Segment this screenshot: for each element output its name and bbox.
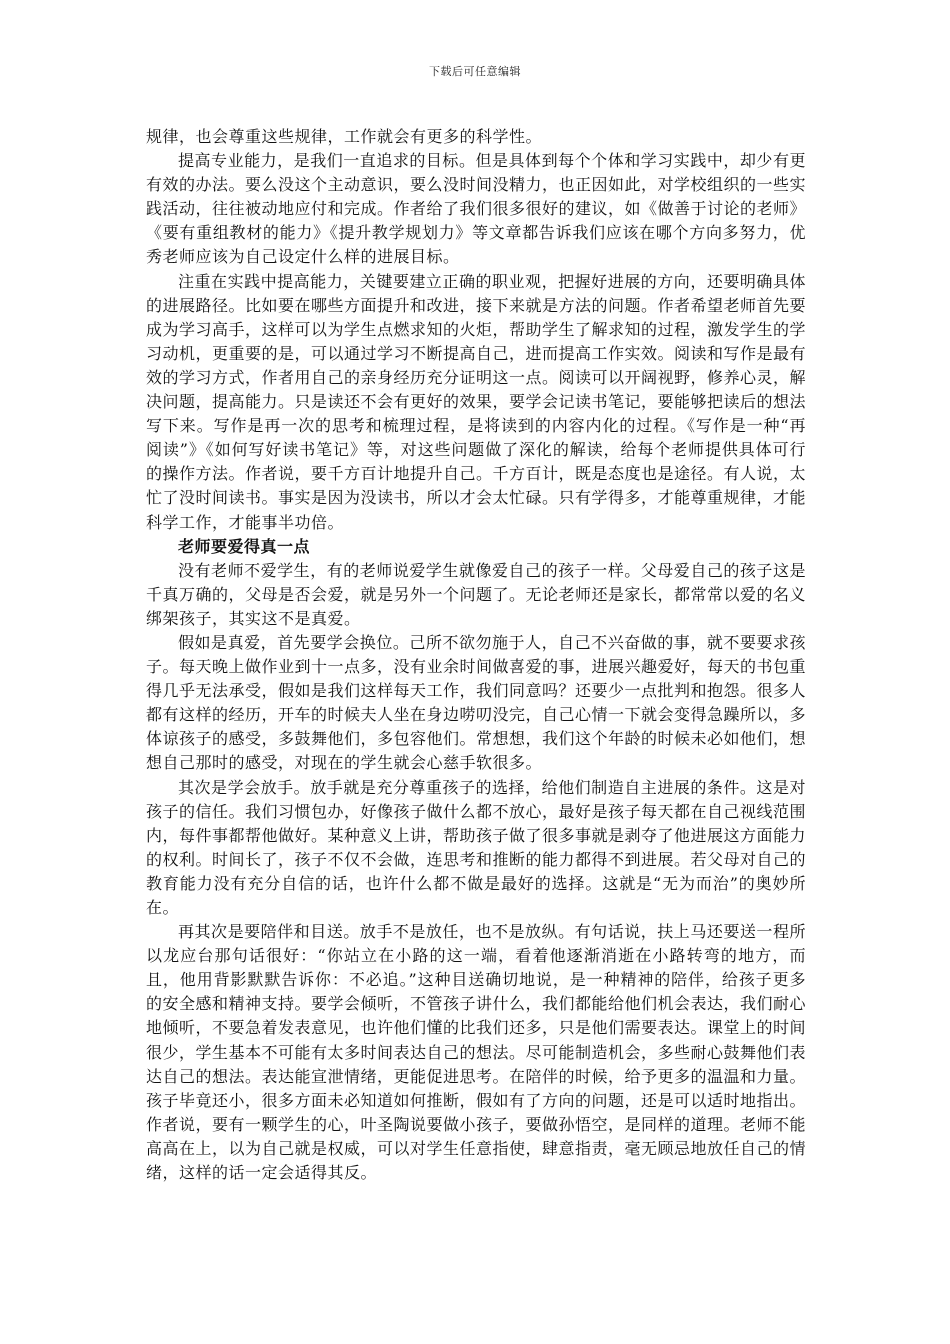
paragraph-empathy: 假如是真爱，首先要学会换位。己所不欲勿施于人，自己不兴奋做的事，就不要要求孩子。每天晚上做作业到十一点多，没有业余时间做喜爱的事，进展兴趣爱好，每天的书包重得几乎无法承受，假如是我们这样每天工作，我们同意吗？还要少一点批判和抱怨。很多人都有这样的经历，开车的时候夫人坐在身边唠叨没完，自己心情一下就会变得急躁所以，多体谅孩子的感受，多鼓舞他们，多包容他们。常想想，我们这个年龄的时候未必如他们，想想自己那时的感受，对现在的学生就会心慈手软很多。 (146, 632, 807, 773)
paragraph-practice: 注重在实践中提高能力，关键要建立正确的职业观，把握好进展的方向，还要明确具体的进展路径。比如要在哪些方面提升和改进，接下来就是方法的问题。作者希望老师首先要成为学习高手，这样可以为学生点燃求知的火炬，帮助学生了解求知的过程，激发学生的学习动机，更重要的是，可以通过学习不断提高自己，进而提高工作实效。阅读和写作是最有效的学习方式，作者用自己的亲身经历充分证明这一点。阅读可以开阔视野，修养心灵，解决问题，提高能力。只是读还不会有更好的效果，要学会记读书笔记，要能够把读后的想法写下来。写作是再一次的思考和梳理过程，是将读到的内容内化的过程。《写作是一种“再阅读”》《如何写好读书笔记》等，对这些问题做了深化的解读，给每个老师提供具体可行的操作方法。作者说，要千方百计地提升自己。千方百计，既是态度也是途径。有人说，太忙了没时间读书。事实是因为没读书，所以才会太忙碌。只有学得多，才能尊重规律，才能科学工作，才能事半功倍。 (146, 271, 807, 532)
paragraph-letting-go: 其次是学会放手。放手就是充分尊重孩子的选择，给他们制造自主进展的条件。这是对孩子的信任。我们习惯包办，好像孩子做什么都不放心，最好是孩子每天都在自己视线范围内，每件事都帮他做好。某种意义上讲，帮助孩子做了很多事就是剥夺了他进展这方面能力的权利。时间长了，孩子不仅不会做，连思考和推断的能力都得不到进展。若父母对自己的教育能力没有充分自信的话，也许什么都不做是最好的选择。这就是“无为而治”的奥妙所在。 (146, 777, 807, 917)
document-body (146, 125, 806, 1185)
section-heading: 老师要爱得真一点 (178, 536, 311, 556)
page-header-note: 下载后可任意编辑 (429, 65, 521, 78)
paragraph-continuation: 规律，也会尊重这些规律，工作就会有更多的科学性。 (146, 127, 543, 146)
paragraph-love-students: 没有老师不爱学生，有的老师说爱学生就像爱自己的孩子一样。父母爱自己的孩子这是千真万确的，父母是否会爱，就是另外一个问题了。无论老师还是家长，都常常以爱的名义绑架孩子，其实这不是真爱。 (146, 560, 807, 628)
paragraph-companionship: 再其次是要陪伴和目送。放手不是放任，也不是放纵。有句话说，扶上马还要送一程所以龙应台那句话很好：“你站立在小路的这一端，看着他逐渐消逝在小路转弯的地方，而且，他用背影默默告诉你：不必追。”这种目送确切地说，是一种精神的陪伴，给孩子更多的安全感和精神支持。要学会倾听，不管孩子讲什么，我们都能给他们机会表达，我们耐心地倾听，不要急着发表意见，也许他们懂的比我们还多，只是他们需要表达。课堂上的时间很少，学生基本不可能有太多时间表达自己的想法。尽可能制造机会，多些耐心鼓舞他们表达自己的想法。表达能宣泄情绪，更能促进思考。在陪伴的时候，给予更多的温温和力量。孩子毕竟还小，很多方面未必知道如何推断，假如有了方向的问题，还是可以适时地指出。作者说，要有一颗学生的心，叶圣陶说要做小孩子，要做孙悟空，是同样的道理。老师不能高高在上，以为自己就是权威，可以对学生任意指使，肆意指责，毫无顾忌地放任自己的情绪，这样的话一定会适得其反。 (146, 922, 807, 1183)
paragraph-professional-ability: 提高专业能力，是我们一直追求的目标。但是具体到每个个体和学习实践中，却少有更有效的办法。要么没这个主动意识，要么没时间没精力，也正因如此，对学校组织的一些实践活动，往往被动地应付和完成。作者给了我们很多很好的建议，如《做善于讨论的老师》《要有重组教材的能力》《提升教学规划力》等文章都告诉我们应该在哪个方向多努力，优秀老师应该为自己设定什么样的进展目标。 (146, 151, 807, 267)
